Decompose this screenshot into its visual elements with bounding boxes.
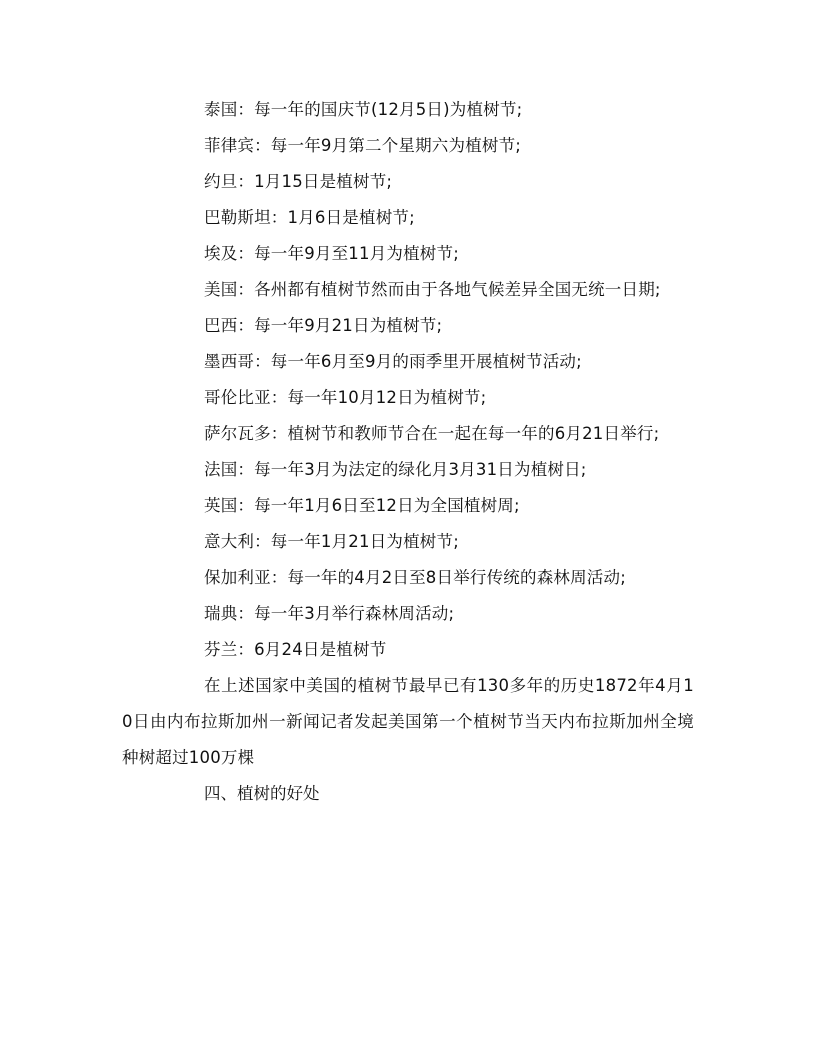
paragraph-sweden: 瑞典：每一年3月举行森林周活动;	[204, 604, 455, 623]
paragraph-egypt: 埃及：每一年9月至11月为植树节;	[204, 244, 459, 263]
section-heading: 四、植树的好处	[204, 784, 320, 803]
paragraph-palestine: 巴勒斯坦：1月6日是植树节;	[204, 208, 415, 227]
paragraph-italy: 意大利：每一年1月21日为植树节;	[204, 532, 459, 551]
paragraph-el-salvador: 萨尔瓦多：植树节和教师节合在一起在每一年的6月21日举行;	[204, 424, 660, 443]
paragraph-brazil: 巴西：每一年9月21日为植树节;	[204, 316, 443, 335]
paragraph-thailand: 泰国：每一年的国庆节(12月5日)为植树节;	[204, 100, 523, 119]
paragraph-bulgaria: 保加利亚：每一年的4月2日至8日举行传统的森林周活动;	[204, 568, 626, 587]
paragraph-summary: 在上述国家中美国的植树节最早已有130多年的历史1872年4月10日由内布拉斯加州一新闻记者发起美国第一个植树节当天内布拉斯加州全境种树超过100万棵	[122, 676, 694, 767]
paragraph-mexico: 墨西哥：每一年6月至9月的雨季里开展植树节活动;	[204, 352, 582, 371]
document-body	[122, 92, 694, 812]
paragraph-philippines: 菲律宾：每一年9月第二个星期六为植树节;	[204, 136, 522, 155]
paragraph-colombia: 哥伦比亚：每一年10月12日为植树节;	[204, 388, 487, 407]
paragraph-usa: 美国：各州都有植树节然而由于各地气候差异全国无统一日期;	[204, 280, 661, 299]
paragraph-jordan: 约旦：1月15日是植树节;	[204, 172, 393, 191]
paragraph-finland: 芬兰：6月24日是植树节	[204, 640, 387, 659]
paragraph-france: 法国：每一年3月为法定的绿化月3月31日为植树日;	[204, 460, 587, 479]
paragraph-uk: 英国：每一年1月6日至12日为全国植树周;	[204, 496, 520, 515]
